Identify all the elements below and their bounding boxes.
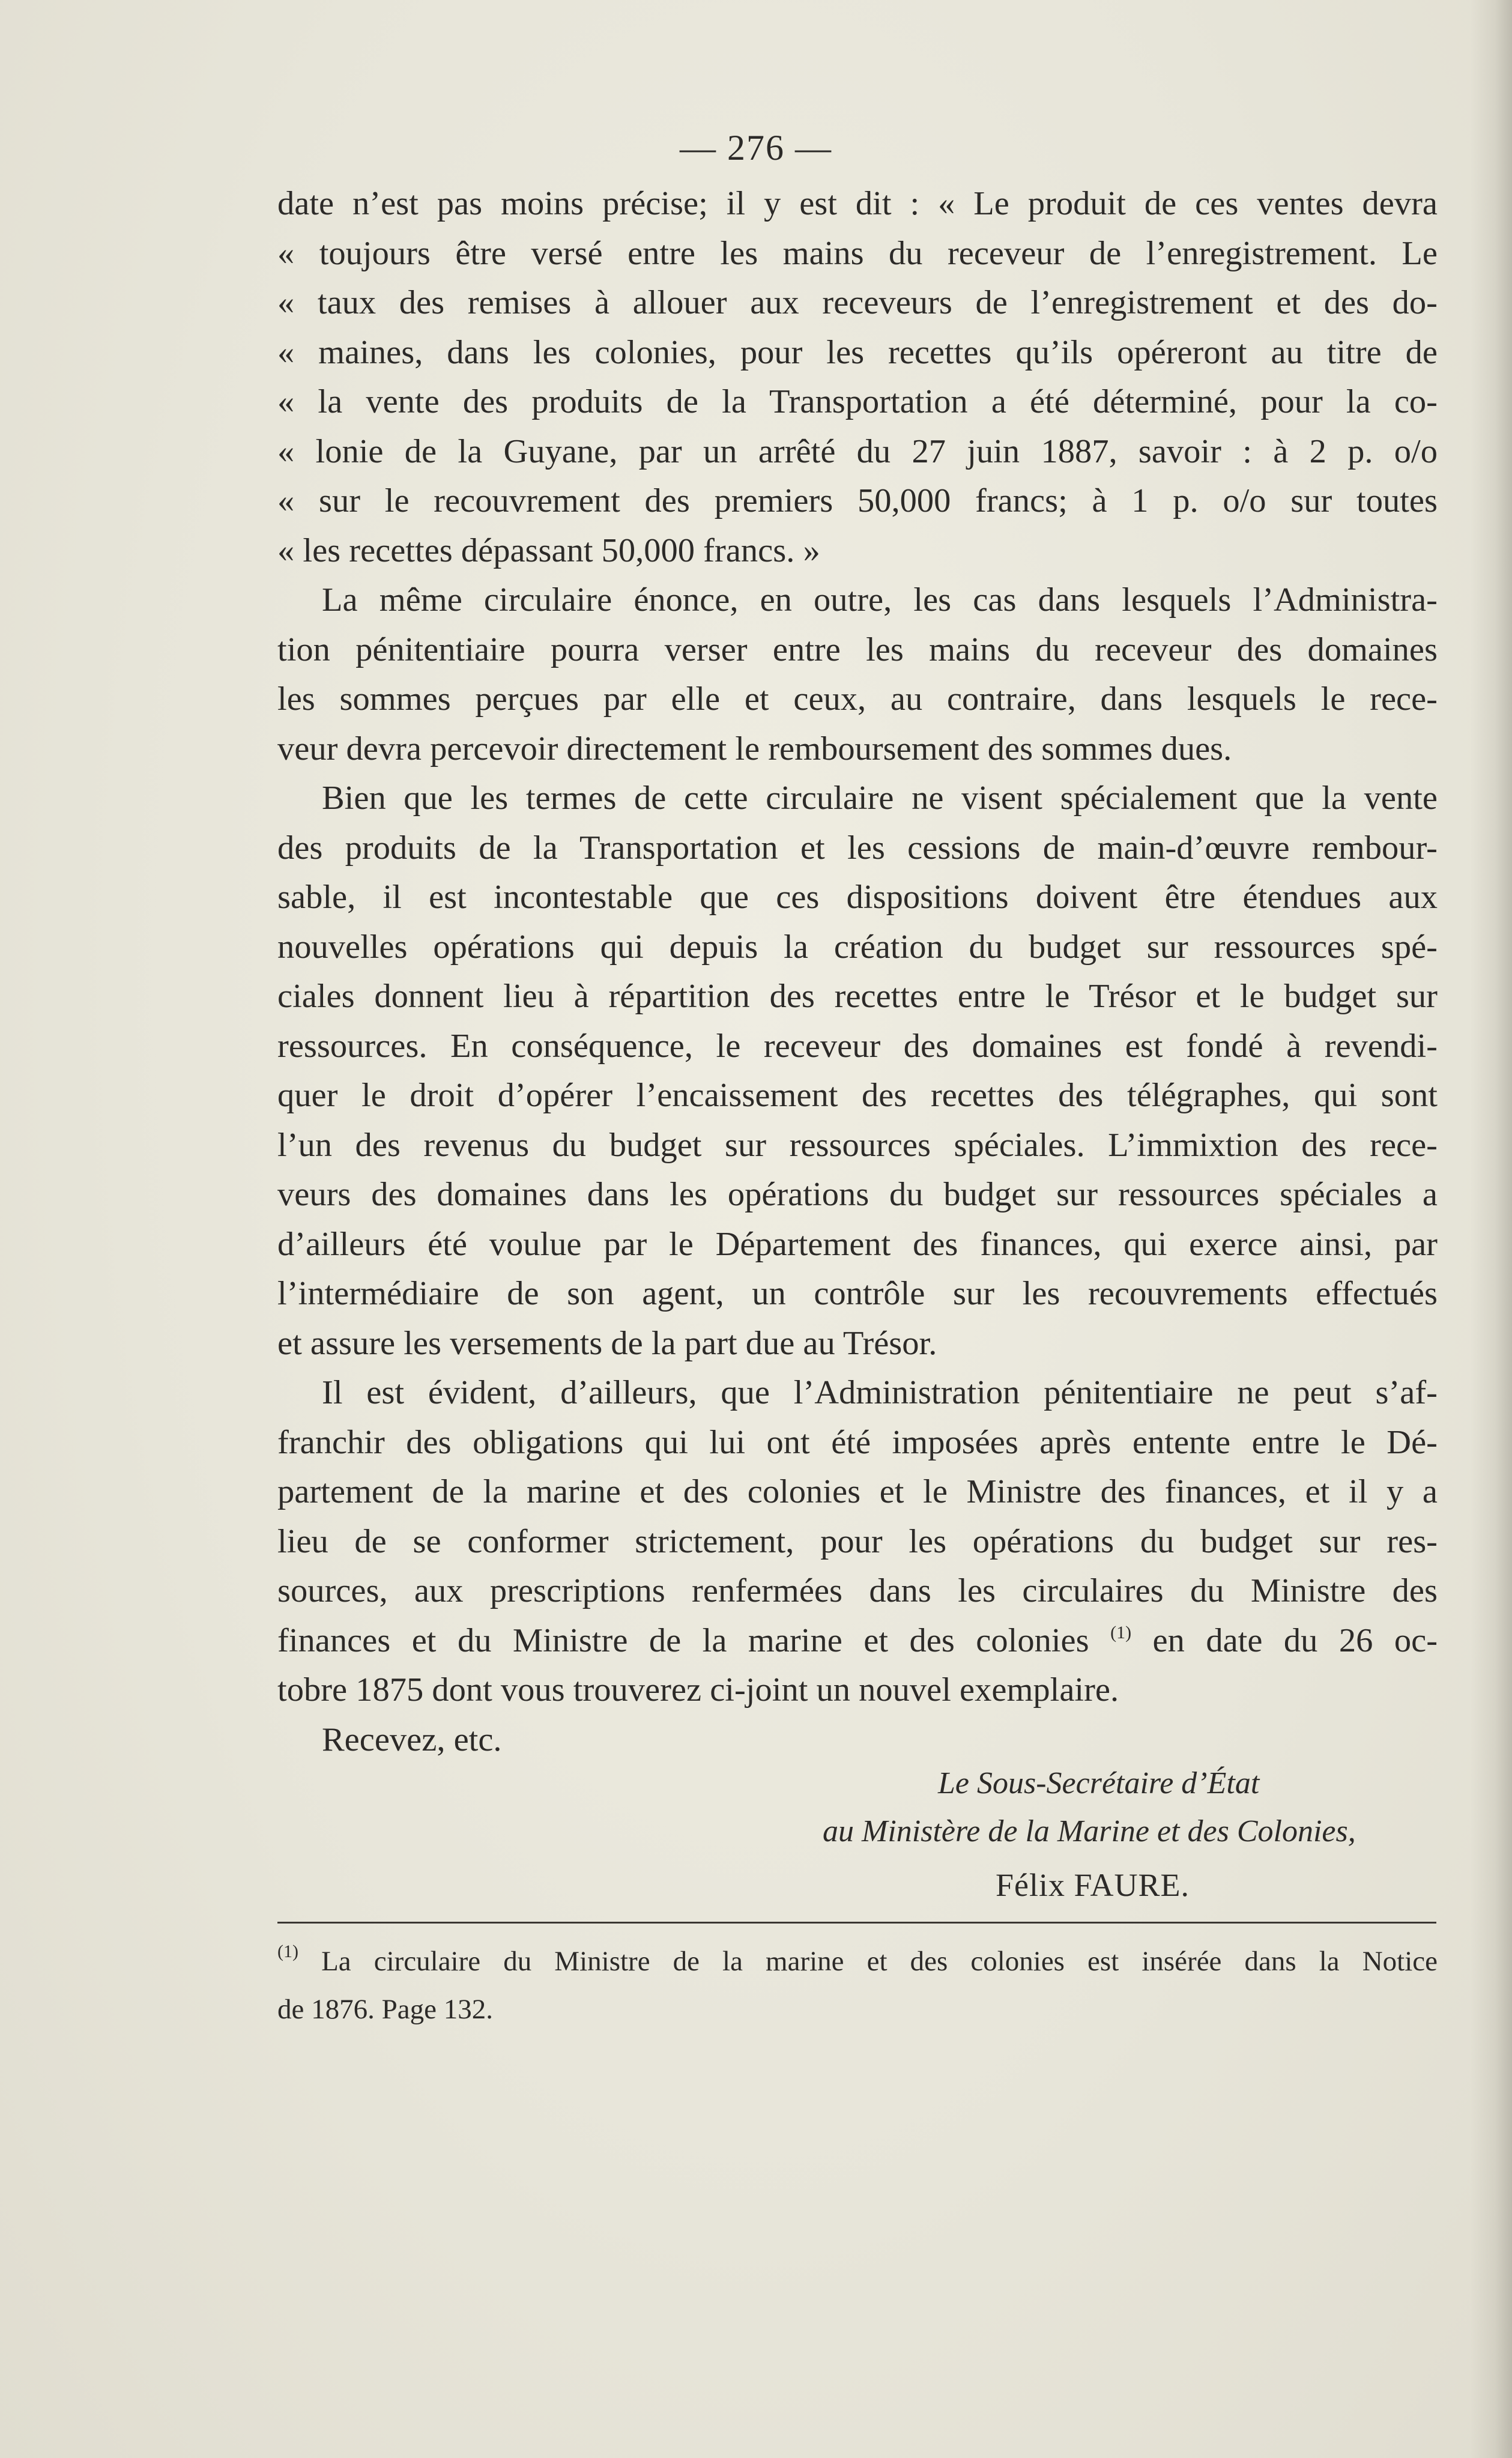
paragraph-start-line: La même circulaire énonce, en outre, les cas dans lesquels l’Administra- <box>322 581 1438 619</box>
footnote-reference[interactable]: (1) <box>1110 1622 1132 1642</box>
text-line: quer le droit d’opérer l’encaissement des recettes des télégraphes, qui sont <box>277 1077 1438 1114</box>
text-line: et assure les versements de la part due au Trésor. <box>277 1324 937 1362</box>
text-segment: finances et du Ministre de la marine et des colonies <box>277 1621 1089 1659</box>
text-line: « maines, dans les colonies, pour les recettes qu’ils opéreront au titre de <box>277 333 1438 371</box>
text-line: sources, aux prescriptions renfermées dans les circulaires du Ministre des <box>277 1572 1438 1609</box>
text-line: « toujours être versé entre les mains du receveur de l’enregistrement. Le <box>277 234 1438 272</box>
text-line: veurs des domaines dans les opérations du budget sur ressources spéciales a <box>277 1176 1438 1213</box>
closing-line: Recevez, etc. <box>322 1721 502 1758</box>
signature-title-line-1: Le Sous-Secrétaire d’État <box>938 1766 1260 1800</box>
text-line: « la vente des produits de la Transportation a été déterminé, pour la co- <box>277 383 1438 420</box>
text-line: ciales donnent lieu à répartition des recettes entre le Trésor et le budget sur <box>277 978 1438 1015</box>
text-line: l’un des revenus du budget sur ressources spéciales. L’immixtion des rece- <box>277 1126 1438 1164</box>
text-line: « lonie de la Guyane, par un arrêté du 27 juin 1887, savoir : à 2 p. o/o <box>277 432 1438 470</box>
text-line: ressources. En conséquence, le receveur des domaines est fondé à revendi- <box>277 1027 1438 1065</box>
paragraph-start-line: Il est évident, d’ailleurs, que l’Administration pénitentiaire ne peut s’af- <box>322 1374 1438 1411</box>
text-line: tion pénitentiaire pourra verser entre les mains du receveur des domaines <box>277 631 1438 668</box>
text-line: d’ailleurs été voulue par le Département des finances, qui exerce ainsi, par <box>277 1225 1438 1263</box>
body-text <box>277 179 1438 1764</box>
footnote-line: de 1876. Page 132. <box>277 1994 493 2025</box>
signature-title-line-2: au Ministère de la Marine et des Colonies, <box>823 1814 1356 1848</box>
text-line: « les recettes dépassant 50,000 francs. » <box>277 531 820 569</box>
signatory-name: Félix FAURE. <box>996 1867 1190 1903</box>
text-line-with-footnote <box>277 1616 1438 1666</box>
text-line: date n’est pas moins précise; il y est dit : « Le produit de ces ventes devra <box>277 185 1438 222</box>
footnote-separator <box>277 1922 1436 1924</box>
text-line: sable, il est incontestable que ces dispositions doivent être étendues aux <box>277 879 1438 916</box>
page-gutter-shadow <box>1470 0 1512 2458</box>
text-line: nouvelles opérations qui depuis la création du budget sur ressources spé- <box>277 928 1438 966</box>
text-line: veur devra percevoir directement le remboursement des sommes dues. <box>277 730 1232 767</box>
text-line: « taux des remises à allouer aux receveurs de l’enregistrement et des do- <box>277 284 1438 321</box>
footnote-line <box>277 1937 1438 1985</box>
page-number: — 276 — <box>680 128 832 168</box>
text-line: l’intermédiaire de son agent, un contrôle sur les recouvrements effectués <box>277 1275 1438 1312</box>
text-line: les sommes perçues par elle et ceux, au contraire, dans lesquels le rece- <box>277 680 1438 718</box>
text-line: « sur le recouvrement des premiers 50,000 francs; à 1 p. o/o sur toutes <box>277 482 1438 519</box>
text-line: lieu de se conformer strictement, pour les opérations du budget sur res- <box>277 1522 1438 1560</box>
footnote-marker: (1) <box>277 1942 298 1961</box>
paragraph-start-line: Bien que les termes de cette circulaire ne visent spécialement que la vente <box>322 779 1438 817</box>
text-line: franchir des obligations qui lui ont été imposées après entente entre le Dé- <box>277 1423 1438 1461</box>
text-segment: en date du 26 oc- <box>1152 1621 1438 1659</box>
footnote-text: La circulaire du Ministre de la marine et des colonies est insérée dans la Notice <box>321 1946 1438 1977</box>
text-line: des produits de la Transportation et les cessions de main-d’œuvre rembour- <box>277 829 1438 867</box>
footnote <box>277 1937 1438 2033</box>
text-line: tobre 1875 dont vous trouverez ci-joint un nouvel exemplaire. <box>277 1671 1119 1709</box>
text-line: partement de la marine et des colonies et le Ministre des finances, et il y a <box>277 1473 1438 1510</box>
